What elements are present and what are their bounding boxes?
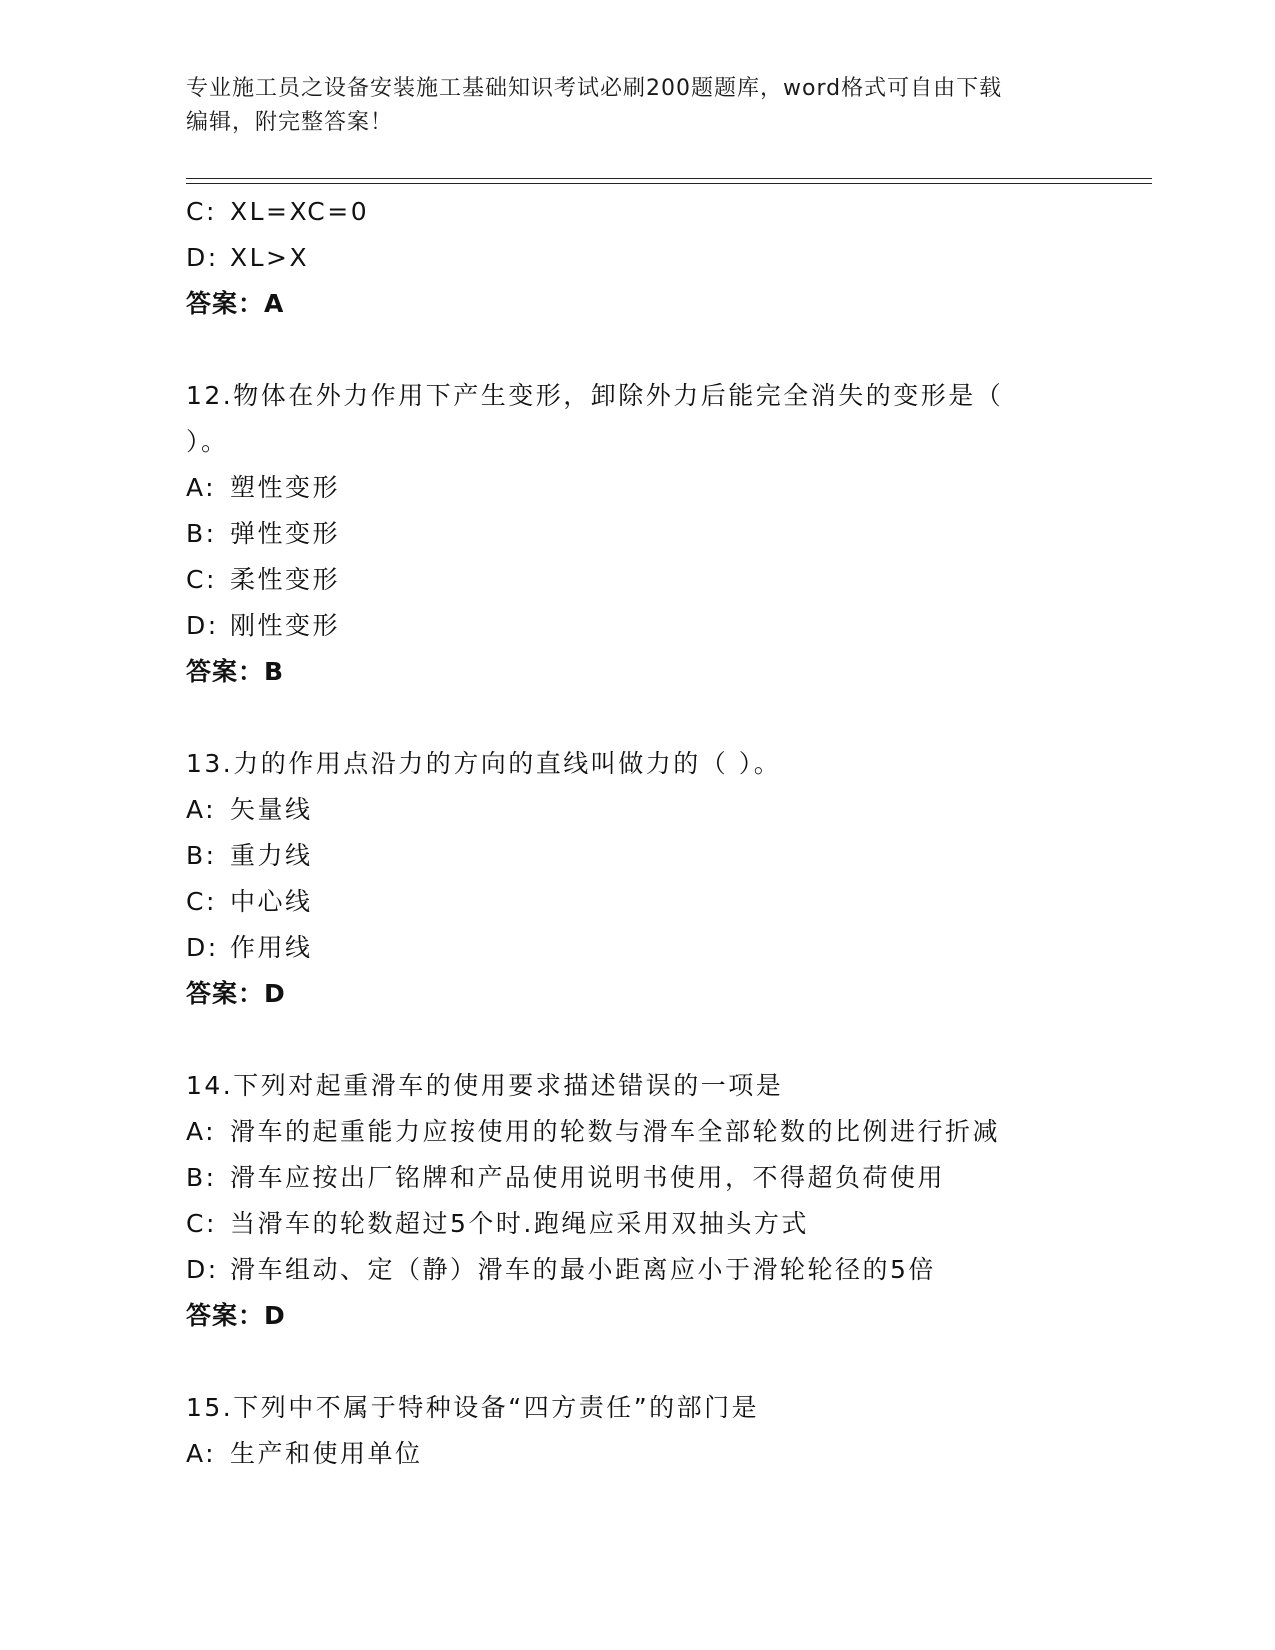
option-text: 滑车组动、定（静）滑车的最小距离应小于滑轮轮径的5倍 bbox=[230, 1255, 936, 1284]
header-line-2: 编辑，附完整答案！ bbox=[186, 110, 394, 135]
q12-title-continuation: ）。 bbox=[186, 427, 229, 456]
option-text: XL>X bbox=[230, 243, 310, 272]
q12-option-b bbox=[186, 511, 1146, 557]
q15-option-a bbox=[186, 1431, 1146, 1477]
option-text: 滑车应按出厂铭牌和产品使用说明书使用，不得超负荷使用 bbox=[230, 1163, 946, 1192]
q13-option-c bbox=[186, 879, 1146, 925]
document-header bbox=[186, 72, 1066, 140]
q12-option-c bbox=[186, 557, 1146, 603]
spacer bbox=[186, 1339, 1146, 1385]
header-divider-top bbox=[186, 178, 1152, 179]
option-letter: D: bbox=[186, 1255, 219, 1284]
option-text: 当滑车的轮数超过5个时.跑绳应采用双抽头方式 bbox=[230, 1209, 809, 1238]
q12-title: 12.物体在外力作用下产生变形，卸除外力后能完全消失的变形是（ bbox=[186, 381, 1004, 410]
option-letter: D: bbox=[186, 243, 219, 272]
option-letter: A: bbox=[186, 795, 217, 824]
option-text: 柔性变形 bbox=[230, 565, 341, 594]
spacer bbox=[186, 1017, 1146, 1063]
option-text: 弹性变形 bbox=[230, 519, 341, 548]
spacer bbox=[186, 695, 1146, 741]
option-letter: C: bbox=[186, 1209, 217, 1238]
q12-option-a bbox=[186, 465, 1146, 511]
q13-option-d bbox=[186, 925, 1146, 971]
q12-option-d bbox=[186, 603, 1146, 649]
spacer bbox=[186, 327, 1146, 373]
option-letter: A: bbox=[186, 473, 217, 502]
question-list bbox=[186, 189, 1146, 1477]
option-text: 刚性变形 bbox=[230, 611, 341, 640]
option-text: 作用线 bbox=[230, 933, 313, 962]
option-letter: B: bbox=[186, 1163, 217, 1192]
q12-answer: 答案：B bbox=[186, 657, 285, 686]
option-letter: D: bbox=[186, 933, 219, 962]
option-letter: C: bbox=[186, 887, 217, 916]
option-letter: A: bbox=[186, 1439, 217, 1468]
q11-option-d bbox=[186, 235, 1146, 281]
q13-option-b bbox=[186, 833, 1146, 879]
q11-option-c bbox=[186, 189, 1146, 235]
q14-option-c bbox=[186, 1201, 1146, 1247]
option-text: 矢量线 bbox=[230, 795, 313, 824]
q13-answer: 答案：D bbox=[186, 979, 286, 1008]
option-letter: A: bbox=[186, 1117, 217, 1146]
option-letter: D: bbox=[186, 611, 219, 640]
q14-answer: 答案：D bbox=[186, 1301, 286, 1330]
q14-option-b bbox=[186, 1155, 1146, 1201]
header-divider-bottom bbox=[186, 183, 1152, 184]
q14-option-a bbox=[186, 1109, 1146, 1155]
option-letter: B: bbox=[186, 519, 217, 548]
option-text: 重力线 bbox=[230, 841, 313, 870]
option-text: 塑性变形 bbox=[230, 473, 341, 502]
q11-answer: 答案：A bbox=[186, 289, 285, 318]
option-text: 滑车的起重能力应按使用的轮数与滑车全部轮数的比例进行折减 bbox=[230, 1117, 1001, 1146]
q13-option-a bbox=[186, 787, 1146, 833]
option-text: 生产和使用单位 bbox=[230, 1439, 423, 1468]
q14-option-d bbox=[186, 1247, 1146, 1293]
option-letter: B: bbox=[186, 841, 217, 870]
option-letter: C: bbox=[186, 565, 217, 594]
q15-title: 15.下列中不属于特种设备“四方责任”的部门是 bbox=[186, 1393, 760, 1422]
option-text: 中心线 bbox=[230, 887, 313, 916]
option-letter: C: bbox=[186, 197, 217, 226]
q14-title: 14.下列对起重滑车的使用要求描述错误的一项是 bbox=[186, 1071, 784, 1100]
header-line-1: 专业施工员之设备安装施工基础知识考试必刷200题题库，word格式可自由下载 bbox=[186, 76, 1003, 101]
option-text: XL=XC=0 bbox=[230, 197, 370, 226]
q13-title: 13.力的作用点沿力的方向的直线叫做力的（ ）。 bbox=[186, 749, 782, 778]
